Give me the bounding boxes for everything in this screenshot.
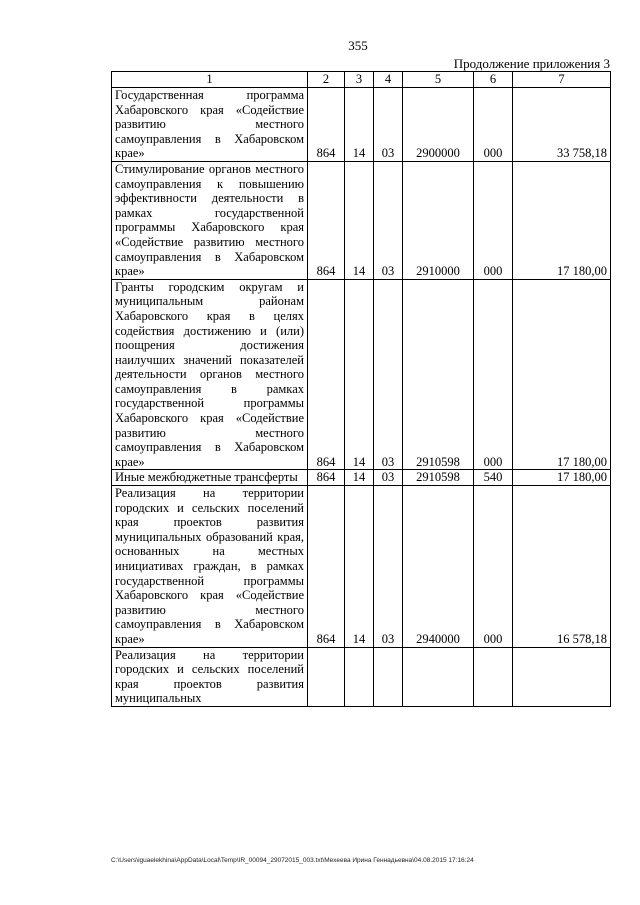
column-header: 2 [308, 72, 345, 88]
cell-amount: 17 180,00 [513, 279, 611, 470]
cell-ministry: 864 [308, 88, 345, 162]
row-name: Реализация на территории городских и сельских поселений края проектов развития муниципальных образований края, основанных на местных инициативах граждан, в рамках государственной программы Хабаровского края «Содействие развитию местного самоуправления в Хабаровском крае» [112, 486, 308, 648]
column-header: 5 [403, 72, 474, 88]
column-header-row [112, 72, 611, 88]
table-row [112, 161, 611, 279]
cell-expense-type: 000 [474, 88, 513, 162]
cell-target-article: 2910598 [403, 470, 474, 486]
cell-section: 14 [345, 279, 374, 470]
cell-ministry: 864 [308, 470, 345, 486]
cell-section: 14 [345, 161, 374, 279]
row-name: Гранты городским округам и муниципальным районам Хабаровского края в целях содействия достижению и (или) поощрения достижения наилучших значений показателей деятельности органов местного самоуправления в рамках государственной программы Хабаровского края «Содействие развитию местного самоуправления в Хабаровском крае» [112, 279, 308, 470]
cell-subsection [374, 647, 403, 706]
column-header: 3 [345, 72, 374, 88]
row-name: Реализация на территории городских и сельских поселений края проектов развития муниципальных [112, 647, 308, 706]
cell-ministry: 864 [308, 279, 345, 470]
row-name: Стимулирование органов местного самоуправления к повышению эффективности деятельности в рамках государственной программы Хабаровского края «Содействие развитию местного самоуправления в Хабаровском крае» [112, 161, 308, 279]
cell-expense-type: 000 [474, 161, 513, 279]
cell-target-article: 2910000 [403, 161, 474, 279]
table-row [112, 279, 611, 470]
row-name: Иные межбюджетные трансферты [112, 470, 308, 486]
cell-expense-type: 540 [474, 470, 513, 486]
cell-target-article: 2940000 [403, 486, 474, 648]
table-row [112, 88, 611, 162]
cell-subsection: 03 [374, 486, 403, 648]
cell-amount: 17 180,00 [513, 470, 611, 486]
cell-section [345, 647, 374, 706]
cell-target-article: 2910598 [403, 279, 474, 470]
cell-expense-type: 000 [474, 486, 513, 648]
cell-section: 14 [345, 470, 374, 486]
column-header: 1 [112, 72, 308, 88]
table-row [112, 486, 611, 648]
column-header: 4 [374, 72, 403, 88]
cell-section: 14 [345, 486, 374, 648]
cell-amount: 33 758,18 [513, 88, 611, 162]
table-row [112, 470, 611, 486]
cell-subsection: 03 [374, 161, 403, 279]
cell-ministry [308, 647, 345, 706]
table-row [112, 647, 611, 706]
column-header: 7 [513, 72, 611, 88]
file-path-footer: C:\Users\iguaelekhina\AppData\Local\Temp\IR_00094_29072015_003.txt\Мехеева Ирина Геннадьевна\04.08.2015 17:16:24 [111, 857, 474, 864]
cell-amount: 17 180,00 [513, 161, 611, 279]
cell-subsection: 03 [374, 470, 403, 486]
budget-table [111, 71, 611, 707]
page-number: 355 [348, 38, 368, 53]
cell-amount: 16 578,18 [513, 486, 611, 648]
cell-subsection: 03 [374, 88, 403, 162]
cell-expense-type [474, 647, 513, 706]
cell-target-article: 2900000 [403, 88, 474, 162]
cell-section: 14 [345, 88, 374, 162]
column-header: 6 [474, 72, 513, 88]
cell-ministry: 864 [308, 161, 345, 279]
cell-amount [513, 647, 611, 706]
cell-target-article [403, 647, 474, 706]
cell-subsection: 03 [374, 279, 403, 470]
cell-ministry: 864 [308, 486, 345, 648]
cell-expense-type: 000 [474, 279, 513, 470]
continuation-label: Продолжение приложения 3 [453, 56, 610, 71]
row-name: Государственная программа Хабаровского края «Содействие развитию местного самоуправления в Хабаровском крае» [112, 88, 308, 162]
